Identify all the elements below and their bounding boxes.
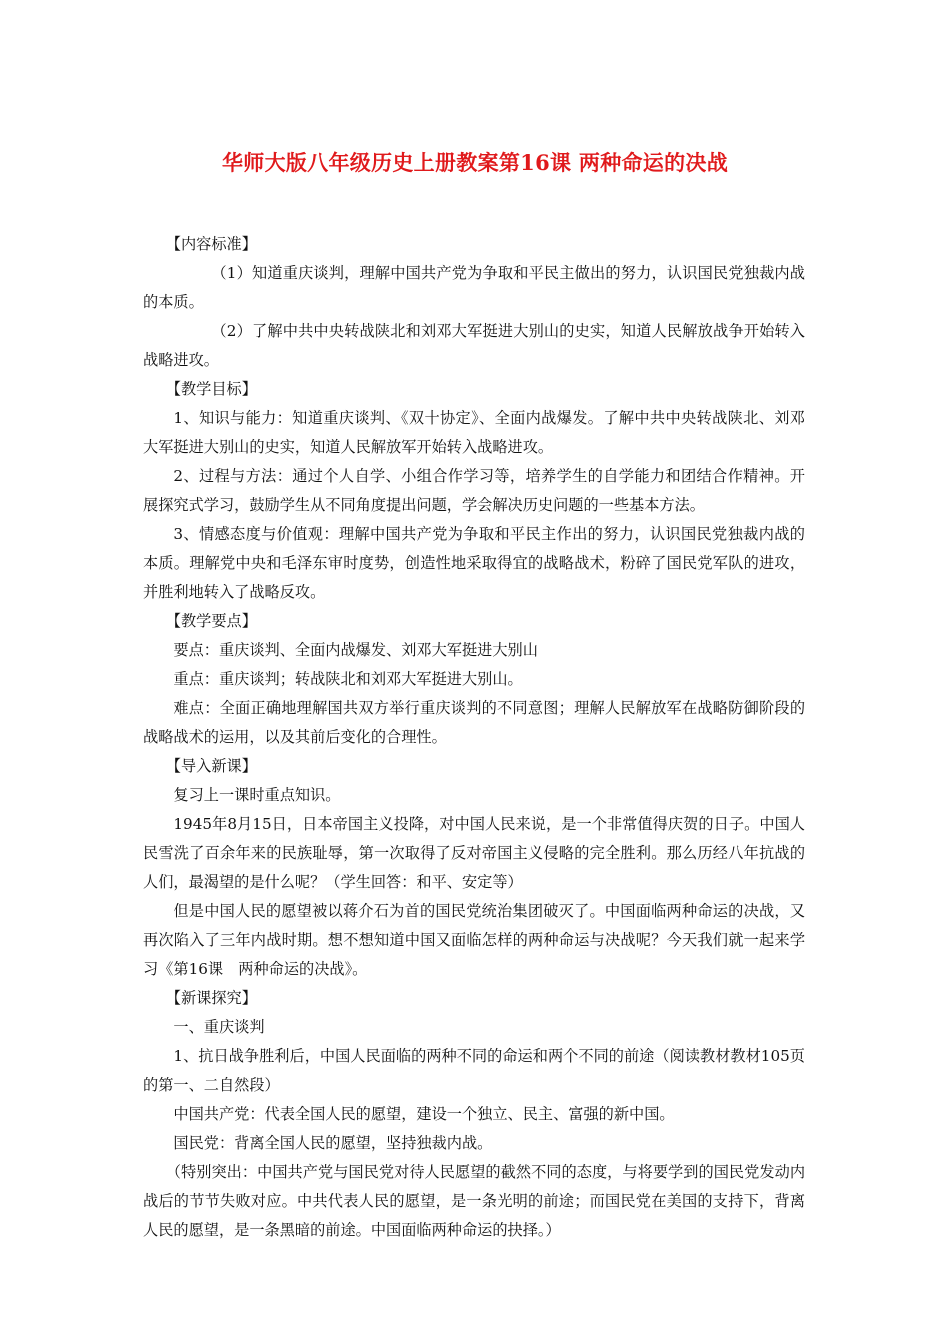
paragraph-two-destinies: 1、抗日战争胜利后，中国人民面临的两种不同的命运和两个不同的前途（阅读教材教材105页的第一、二自然段）: [143, 1047, 805, 1094]
paragraph-special-note: （特别突出：中国共产党与国民党对待人民愿望的截然不同的态度，与将要学到的国民党发动内战后的节节失败对应。中共代表人民的愿望，是一条光明的前途；而国民党在美国的支持下，背离人民的愿望，是一条黑暗的前途。中国面临两种命运的抉择。）: [143, 1163, 805, 1239]
section-heading-introduction: 【导入新课】: [165, 757, 257, 775]
document-title: 华师大版八年级历史上册教案第16课 两种命运的决战: [221, 150, 729, 175]
paragraph-difficulty: 难点：全面正确地理解国共双方举行重庆谈判的不同意图；理解人民解放军在战略防御阶段的战略战术的运用，以及其前后变化的合理性。: [143, 699, 805, 746]
section-heading-content-standards: 【内容标准】: [165, 235, 257, 253]
paragraph-goal-attitude: 3、情感态度与价值观：理解中国共产党为争取和平民主作出的努力，认识国民党独裁内战的本质。理解党中央和毛泽东审时度势，创造性地采取得宜的战略战术，粉碎了国民党军队的进攻，并胜利地转入了战略反攻。: [143, 525, 805, 601]
section-heading-new-lesson: 【新课探究】: [165, 989, 257, 1007]
paragraph-main-points: 要点：重庆谈判、全面内战爆发、刘邓大军挺进大别山: [173, 641, 538, 659]
paragraph-review: 复习上一课时重点知识。: [173, 786, 341, 804]
paragraph-intro-question: 但是中国人民的愿望被以蒋介石为首的国民党统治集团破灭了。中国面临两种命运的决战，又再次陷入了三年内战时期。想不想知道中国又面临怎样的两种命运与决战呢？今天我们就一起来学习《第16课 两种命运的决战》。: [143, 902, 805, 978]
document-body: [143, 230, 805, 1245]
paragraph-standard-2: （2）了解中共中央转战陕北和刘邓大军挺进大别山的史实，知道人民解放战争开始转入战略进攻。: [143, 322, 805, 369]
paragraph-subsection-chongqing: 一、重庆谈判: [173, 1018, 265, 1036]
paragraph-intro-1945: 1945年8月15日，日本帝国主义投降，对中国人民来说，是一个非常值得庆贺的日子。中国人民雪洗了百余年来的民族耻辱，第一次取得了反对帝国主义侵略的完全胜利。那么历经八年抗战的人们，最渴望的是什么呢？（学生回答：和平、安定等）: [143, 815, 805, 891]
paragraph-goal-knowledge: 1、知识与能力：知道重庆谈判、《双十协定》、全面内战爆发。了解中共中央转战陕北、刘邓大军挺进大别山的史实，知道人民解放军开始转入战略进攻。: [143, 409, 805, 456]
paragraph-kmt: 国民党：背离全国人民的愿望，坚持独裁内战。: [173, 1134, 493, 1152]
section-heading-teaching-goals: 【教学目标】: [165, 380, 257, 398]
paragraph-focus: 重点：重庆谈判；转战陕北和刘邓大军挺进大别山。: [173, 670, 523, 688]
paragraph-cpc: 中国共产党：代表全国人民的愿望，建设一个独立、民主、富强的新中国。: [173, 1105, 675, 1123]
paragraph-goal-process: 2、过程与方法：通过个人自学、小组合作学习等，培养学生的自学能力和团结合作精神。开展探究式学习，鼓励学生从不同角度提出问题，学会解决历史问题的一些基本方法。: [143, 467, 805, 514]
section-heading-key-points: 【教学要点】: [165, 612, 257, 630]
paragraph-standard-1: （1）知道重庆谈判，理解中国共产党为争取和平民主做出的努力，认识国民党独裁内战的本质。: [143, 264, 805, 311]
